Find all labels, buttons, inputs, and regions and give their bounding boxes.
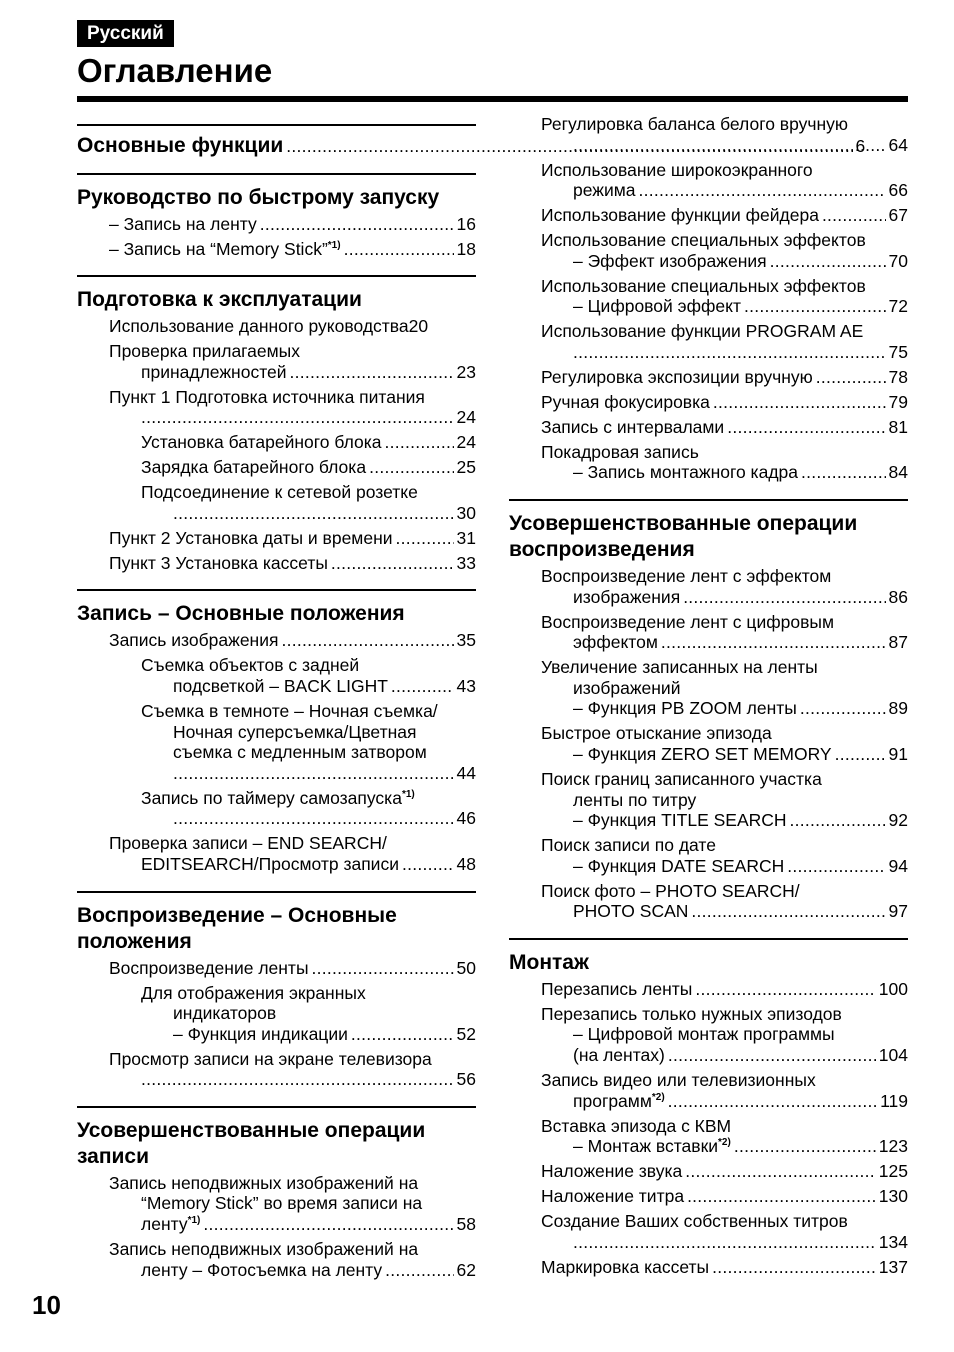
section-title: Подготовка к эксплуатации — [77, 288, 362, 312]
toc-entry[interactable]: Воспроизведение лент с цифровым эффектом . . . 87 — [509, 612, 908, 653]
toc-entry[interactable]: Проверка записи – END SEARCH/ EDITSEARCH/Просмотр записи . . . 48 — [77, 833, 476, 874]
toc-entry[interactable]: Поиск записи по дате – Функция DATE SEARCH . . . 94 — [509, 835, 908, 876]
page-title: Оглавление — [77, 52, 273, 89]
toc-entry[interactable]: Зарядка батарейного блока . . . 25 — [77, 457, 476, 478]
toc-entry[interactable]: Использование специальных эффектов – Цифровой эффект . . . 72 — [509, 276, 908, 317]
toc-entry[interactable]: Использование широкоэкранного режима . . . 66 — [509, 160, 908, 201]
language-badge: Русский — [77, 20, 174, 47]
toc-entry[interactable]: Поиск границ записанного участка ленты по титру – Функция TITLE SEARCH . . . 92 — [509, 769, 908, 831]
toc-entry[interactable]: Воспроизведение лент с эффектом изображения . . . 86 — [509, 566, 908, 607]
toc-entry[interactable]: Запись неподвижных изображений на ленту – Фотосъемка на ленту . . . 62 — [77, 1239, 476, 1280]
toc-entry[interactable]: Запись по таймеру самозапуска$^{*1)}$ . . . 46 — [77, 788, 476, 829]
section-title: Усовершенствованные операции воспроизведения — [509, 512, 858, 562]
toc-entry[interactable]: Съемка объектов с задней подсветкой – BACK LIGHT . . . 43 — [77, 655, 476, 696]
toc-entry[interactable]: Проверка прилагаемых принадлежностей . . . 23 — [77, 341, 476, 382]
toc-entry[interactable]: Перезапись только нужных эпизодов – Цифровой монтаж программы (на лентах) . . . 104 — [509, 1004, 908, 1066]
toc-entry[interactable] — [77, 134, 866, 157]
toc-entry[interactable]: Поиск фото – PHOTO SEARCH/ PHOTO SCAN . . . 97 — [509, 881, 908, 922]
title-rule — [77, 96, 908, 102]
toc-entry[interactable]: Пункт 2 Установка даты и времени . . . 31 — [77, 528, 476, 549]
toc-entry[interactable]: Использование функции PROGRAM AE . . . 75 — [509, 321, 908, 362]
toc-section-quick-start — [77, 173, 476, 260]
toc-entry[interactable]: Установка батарейного блока . . . 24 — [77, 432, 476, 453]
toc-entry[interactable]: Запись с интервалами . . . 81 — [509, 417, 908, 438]
toc-entry[interactable]: Запись видео или телевизионных программ$^{*2)}$ . . . 119 — [509, 1070, 908, 1111]
section-title: Запись – Основные положения — [77, 602, 405, 626]
toc-section-editing — [509, 938, 908, 1277]
toc-section-recording-basics — [77, 589, 476, 874]
toc-section-advanced-recording-cont — [509, 114, 908, 483]
toc-entry[interactable]: Использование функции фейдера . . . 67 — [509, 205, 908, 226]
toc-section-playback-basics — [77, 891, 476, 1090]
toc-entry[interactable]: Использование данного руководства 20 — [109, 316, 429, 337]
toc-entry[interactable]: Быстрое отыскание эпизода – Функция ZERO SET MEMORY . . . 91 — [509, 723, 908, 764]
section-title: Воспроизведение – Основные положения — [77, 903, 397, 953]
toc-section-advanced-playback — [509, 499, 908, 922]
toc-entry[interactable]: Регулировка экспозиции вручную . . . 78 — [509, 367, 908, 388]
toc-entry[interactable]: Вставка эпизода с КВМ – Монтаж вставки$^{*2)}$ . . . 123 — [509, 1116, 908, 1157]
toc-entry[interactable]: Маркировка кассеты . . . 137 — [509, 1257, 908, 1278]
toc-entry[interactable]: Съемка в темноте – Ночная съемка/ Ночная суперсъемка/Цветная съемка с медленным затвором . . . 44 — [77, 701, 476, 783]
toc-entry[interactable]: Запись неподвижных изображений на “Memory Stick” во время записи на ленту$^{*1)}$ . . . 58 — [77, 1173, 476, 1235]
toc-section-preparation — [77, 275, 476, 573]
toc-entry[interactable]: Запись изображения . . . 35 — [77, 630, 476, 651]
toc-entry[interactable]: – Запись на ленту . . . 16 — [77, 214, 476, 235]
toc-entry[interactable]: Увеличение записанных на ленты изображений – Функция PB ZOOM ленты . . . 89 — [509, 657, 908, 719]
toc-entry[interactable]: Подсоединение к сетевой розетке . . . 30 — [77, 482, 476, 523]
toc-entry[interactable]: Наложение звука . . . 125 — [509, 1161, 908, 1182]
toc-entry[interactable]: Просмотр записи на экране телевизора . . . 56 — [77, 1049, 476, 1090]
toc-entry[interactable]: Воспроизведение ленты . . . 50 — [77, 958, 476, 979]
section-title: Руководство по быстрому запуску — [77, 185, 440, 209]
toc-entry[interactable]: Для отображения экранных индикаторов – Функция индикации . . . 52 — [77, 983, 476, 1045]
page-ref: 6 — [855, 136, 866, 156]
toc-entry[interactable]: – Запись на “Memory Stick”$^{*1)}$ . . . 18 — [77, 239, 476, 260]
section-title: Основные функции — [77, 134, 284, 157]
toc-entry[interactable]: Покадровая запись – Запись монтажного кадра . . . 84 — [509, 442, 908, 483]
section-title: Усовершенствованные операции записи — [77, 1118, 426, 1168]
page-number: 10 — [32, 1290, 61, 1320]
toc-entry[interactable]: Регулировка баланса белого вручную . . . 64 — [509, 114, 908, 155]
toc-entry[interactable]: Наложение титра . . . 130 — [509, 1186, 908, 1207]
toc-entry[interactable]: Пункт 3 Установка кассеты . . . 33 — [77, 553, 476, 574]
toc-entry[interactable]: Создание Ваших собственных титров . . . 134 — [509, 1211, 908, 1252]
toc-right-column — [509, 114, 908, 1293]
toc-entry[interactable]: Пункт 1 Подготовка источника питания . . . 24 — [77, 387, 476, 428]
toc-entry[interactable]: Перезапись ленты . . . 100 — [509, 979, 908, 1000]
toc-section-advanced-recording — [77, 1106, 476, 1280]
section-title: Монтаж — [509, 950, 589, 974]
toc-entry[interactable]: Использование специальных эффектов – Эффект изображения . . . 70 — [509, 230, 908, 271]
toc-entry[interactable]: Ручная фокусировка . . . 79 — [509, 392, 908, 413]
